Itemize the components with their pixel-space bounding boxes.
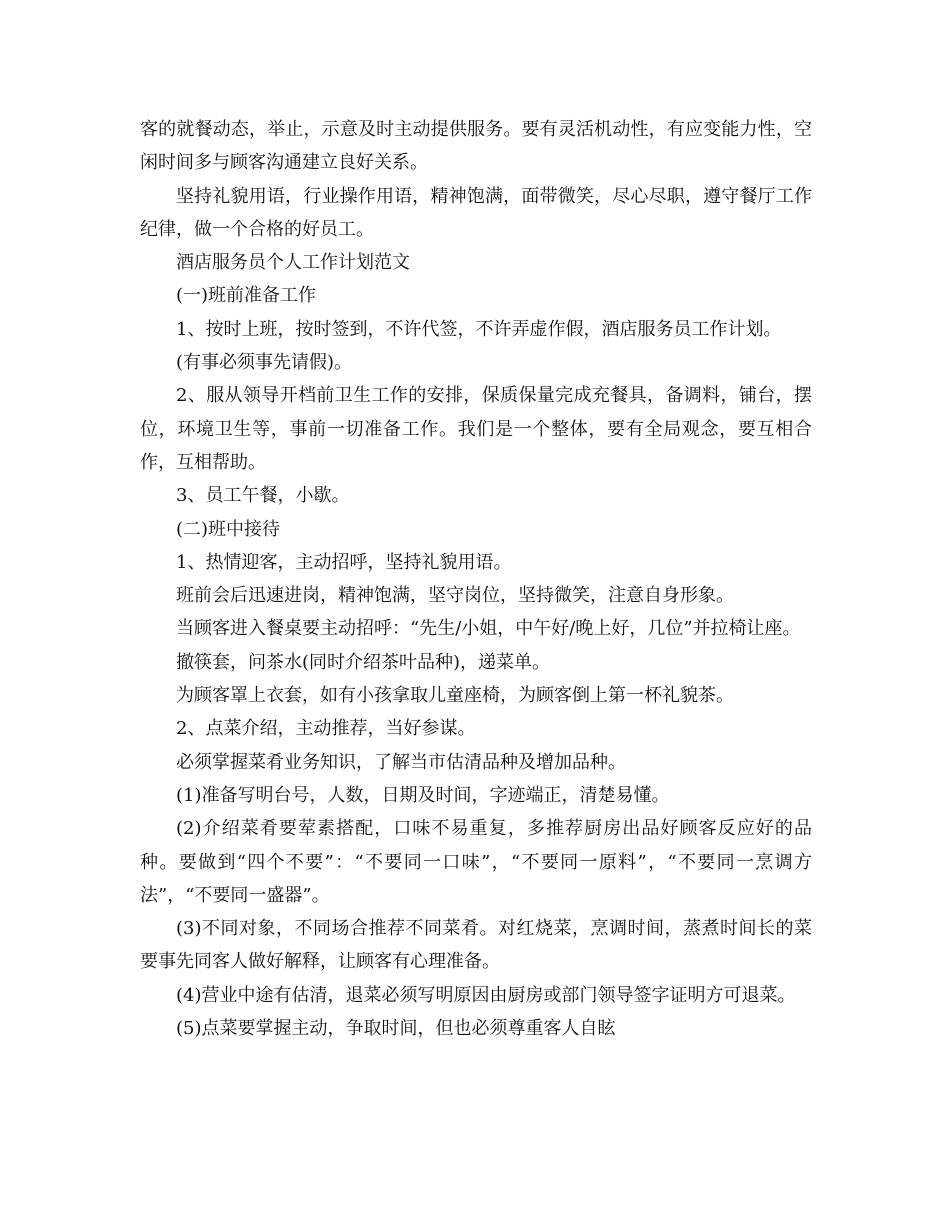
subsection-heading-2: (二)班中接待 (176, 518, 281, 540)
paragraph-13: 撤筷套，问茶水(同时介绍茶叶品种)，递菜单。 (176, 651, 551, 673)
subsection-heading-1: (一)班前准备工作 (176, 285, 317, 307)
paragraph-11: 班前会后迅速进岗，精神饱满，坚守岗位，坚持微笑，注意自身形象。 (176, 585, 734, 607)
paragraph-20: (4)营业中途有估清，退菜必须写明原因由厨房或部门领导签字证明方可退菜。 (176, 984, 796, 1006)
document-body (140, 113, 812, 1045)
paragraph-18: (2)介绍菜肴要荤素搭配，口味不易重复，多推荐厨房出品好顾客反应好的品种。要做到“四个不要”：“不要同一口味”，“不要同一原料”，“不要同一烹调方法”，“不要同一盛器”。 (140, 818, 812, 906)
paragraph-1: 客的就餐动态，举止，示意及时主动提供服务。要有灵活机动性，有应变能力性，空闲时间多与顾客沟通建立良好关系。 (140, 119, 812, 174)
paragraph-8: 3、员工午餐，小歇。 (176, 485, 350, 507)
paragraph-15: 2、点菜介绍，主动推荐，当好参谋。 (176, 718, 476, 740)
paragraph-5: 1、按时上班，按时签到，不许代签，不许弄虚作假，酒店服务员工作计划。 (176, 318, 782, 340)
paragraph-16: 必须掌握菜肴业务知识，了解当市估清品种及增加品种。 (176, 751, 626, 773)
paragraph-7: 2、服从领导开档前卫生工作的安排，保质保量完成充餐具，备调料，铺台，摆位，环境卫生等，事前一切准备工作。我们是一个整体，要有全局观念，要互相合作，互相帮助。 (140, 385, 812, 473)
paragraph-21: (5)点菜要掌握主动，争取时间，但也必须尊重客人自眩 (176, 1018, 616, 1040)
paragraph-14: 为顾客罩上衣套，如有小孩拿取儿童座椅，为顾客倒上第一杯礼貌茶。 (176, 685, 734, 707)
section-title: 酒店服务员个人工作计划范文 (176, 252, 410, 274)
paragraph-10: 1、热情迎客，主动招呼，坚持礼貌用语。 (176, 551, 512, 573)
paragraph-19: (3)不同对象，不同场合推荐不同菜肴。对红烧菜，烹调时间，蒸煮时间长的菜要事先同客人做好解释，让顾客有心理准备。 (140, 918, 812, 973)
paragraph-17: (1)准备写明台号，人数，日期及时间，字迹端正，清楚易懂。 (176, 784, 670, 806)
paragraph-6: (有事必须事先请假)。 (176, 352, 353, 374)
paragraph-12: 当顾客进入餐桌要主动招呼：“先生/小姐，中午好/晚上好，几位”并拉椅让座。 (176, 618, 801, 640)
paragraph-2: 坚持礼貌用语，行业操作用语，精神饱满，面带微笑，尽心尽职，遵守餐厅工作纪律，做一个合格的好员工。 (140, 185, 812, 240)
